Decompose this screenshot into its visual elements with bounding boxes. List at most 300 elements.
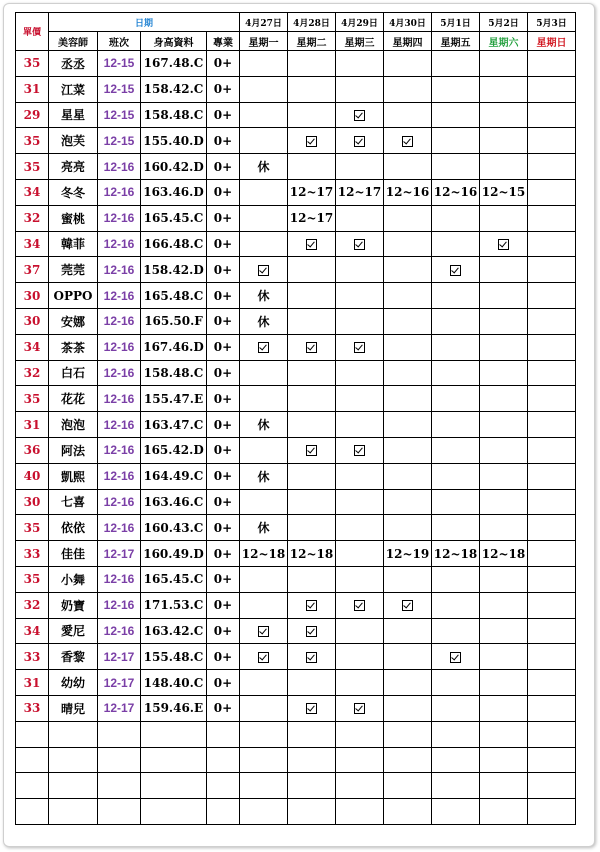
metrics-cell: 163.47.C bbox=[141, 412, 207, 438]
shift-cell: 12-16 bbox=[98, 386, 141, 412]
day-cell bbox=[480, 128, 528, 154]
day-cell bbox=[240, 128, 288, 154]
stylist-name-cell: 星星 bbox=[49, 102, 98, 128]
day-cell bbox=[384, 154, 432, 180]
price-cell: 30 bbox=[16, 308, 49, 334]
stylist-name-cell: 冬冬 bbox=[49, 179, 98, 205]
metrics-cell: 165.42.D bbox=[141, 437, 207, 463]
day-cell bbox=[288, 670, 336, 696]
day-cell bbox=[432, 102, 480, 128]
checkbox-checked-icon bbox=[354, 239, 365, 250]
day-cell: 12~18 bbox=[288, 541, 336, 567]
day-cell bbox=[288, 76, 336, 102]
metrics-cell: 166.48.C bbox=[141, 231, 207, 257]
checkbox-checked-icon bbox=[354, 600, 365, 611]
metrics-cell: 158.42.C bbox=[141, 76, 207, 102]
day-cell bbox=[528, 670, 576, 696]
empty-cell bbox=[384, 721, 432, 747]
service-cell: 0+ bbox=[207, 154, 240, 180]
stylist-name-cell: 七喜 bbox=[49, 489, 98, 515]
day-cell: 12~15 bbox=[480, 179, 528, 205]
schedule-table bbox=[15, 12, 576, 825]
day-cell bbox=[480, 592, 528, 618]
day-cell bbox=[240, 360, 288, 386]
empty-cell bbox=[288, 721, 336, 747]
checkbox-checked-icon bbox=[306, 652, 317, 663]
empty-cell bbox=[98, 747, 141, 773]
service-cell: 0+ bbox=[207, 102, 240, 128]
metrics-cell: 155.47.E bbox=[141, 386, 207, 412]
day-cell bbox=[480, 51, 528, 77]
table-row bbox=[16, 644, 576, 670]
day-cell bbox=[384, 257, 432, 283]
day-cell bbox=[480, 644, 528, 670]
stylist-name-cell: 幼幼 bbox=[49, 670, 98, 696]
empty-cell bbox=[528, 773, 576, 799]
date-header-cell: 4月27日 bbox=[240, 13, 288, 32]
day-cell bbox=[432, 412, 480, 438]
day-cell bbox=[480, 695, 528, 721]
service-cell: 0+ bbox=[207, 566, 240, 592]
price-cell: 34 bbox=[16, 334, 49, 360]
metrics-cell: 163.46.D bbox=[141, 179, 207, 205]
day-cell bbox=[384, 670, 432, 696]
day-cell bbox=[432, 128, 480, 154]
shift-cell: 12-16 bbox=[98, 179, 141, 205]
day-cell bbox=[384, 231, 432, 257]
table-row bbox=[16, 205, 576, 231]
day-cell bbox=[528, 592, 576, 618]
checkbox-checked-icon bbox=[306, 600, 317, 611]
shift-cell: 12-16 bbox=[98, 360, 141, 386]
day-cell bbox=[384, 205, 432, 231]
day-cell bbox=[336, 695, 384, 721]
day-cell bbox=[240, 179, 288, 205]
service-cell: 0+ bbox=[207, 257, 240, 283]
day-cell bbox=[432, 566, 480, 592]
empty-cell bbox=[98, 799, 141, 825]
day-cell: 12~16 bbox=[432, 179, 480, 205]
price-cell: 40 bbox=[16, 463, 49, 489]
weekday-header-sunday: 星期日 bbox=[528, 32, 576, 51]
day-cell bbox=[288, 437, 336, 463]
service-cell: 0+ bbox=[207, 670, 240, 696]
price-cell: 37 bbox=[16, 257, 49, 283]
metrics-cell: 167.48.C bbox=[141, 51, 207, 77]
day-cell bbox=[480, 437, 528, 463]
shift-cell: 12-16 bbox=[98, 257, 141, 283]
metrics-cell: 165.45.C bbox=[141, 205, 207, 231]
table-row bbox=[16, 463, 576, 489]
shift-cell: 12-16 bbox=[98, 515, 141, 541]
day-cell: 12~18 bbox=[480, 541, 528, 567]
table-row bbox=[16, 360, 576, 386]
day-cell bbox=[480, 463, 528, 489]
day-cell bbox=[336, 644, 384, 670]
day-cell bbox=[432, 489, 480, 515]
day-cell bbox=[288, 386, 336, 412]
metrics-cell: 163.46.C bbox=[141, 489, 207, 515]
empty-cell bbox=[432, 799, 480, 825]
empty-cell bbox=[240, 799, 288, 825]
empty-cell bbox=[16, 747, 49, 773]
checkbox-checked-icon bbox=[306, 626, 317, 637]
day-cell bbox=[336, 231, 384, 257]
day-cell bbox=[384, 618, 432, 644]
day-cell bbox=[432, 644, 480, 670]
service-cell: 0+ bbox=[207, 179, 240, 205]
day-cell: 12~16 bbox=[384, 179, 432, 205]
table-row bbox=[16, 334, 576, 360]
checkbox-checked-icon bbox=[306, 703, 317, 714]
day-cell bbox=[384, 566, 432, 592]
empty-cell bbox=[98, 721, 141, 747]
day-cell bbox=[384, 463, 432, 489]
shift-cell: 12-16 bbox=[98, 154, 141, 180]
day-cell bbox=[432, 154, 480, 180]
day-cell bbox=[336, 308, 384, 334]
empty-cell bbox=[207, 799, 240, 825]
day-cell bbox=[336, 102, 384, 128]
date-header-cell: 5月1日 bbox=[432, 13, 480, 32]
service-cell: 0+ bbox=[207, 205, 240, 231]
checkbox-checked-icon bbox=[306, 445, 317, 456]
stylist-name-cell: 阿法 bbox=[49, 437, 98, 463]
metrics-cell: 164.49.C bbox=[141, 463, 207, 489]
day-cell bbox=[528, 541, 576, 567]
empty-cell bbox=[98, 773, 141, 799]
day-cell bbox=[384, 308, 432, 334]
day-cell bbox=[480, 154, 528, 180]
metrics-cell: 165.45.C bbox=[141, 566, 207, 592]
table-row bbox=[16, 566, 576, 592]
weekday-header: 星期一 bbox=[240, 32, 288, 51]
day-cell bbox=[336, 51, 384, 77]
service-cell: 0+ bbox=[207, 437, 240, 463]
table-row bbox=[16, 179, 576, 205]
day-cell bbox=[432, 360, 480, 386]
checkbox-checked-icon bbox=[354, 136, 365, 147]
date-header-cell: 4月28日 bbox=[288, 13, 336, 32]
shift-cell: 12-16 bbox=[98, 205, 141, 231]
day-cell bbox=[288, 360, 336, 386]
day-cell bbox=[480, 283, 528, 309]
day-cell: 休 bbox=[240, 283, 288, 309]
empty-cell bbox=[336, 773, 384, 799]
shift-cell: 12-15 bbox=[98, 102, 141, 128]
price-cell: 32 bbox=[16, 205, 49, 231]
weekday-header: 星期三 bbox=[336, 32, 384, 51]
table-row bbox=[16, 489, 576, 515]
day-cell bbox=[384, 515, 432, 541]
metrics-cell: 163.42.C bbox=[141, 618, 207, 644]
day-cell bbox=[480, 334, 528, 360]
day-cell bbox=[480, 386, 528, 412]
table-row bbox=[16, 412, 576, 438]
day-cell bbox=[336, 154, 384, 180]
day-cell bbox=[480, 231, 528, 257]
stylist-name-cell: 白石 bbox=[49, 360, 98, 386]
table-row bbox=[16, 102, 576, 128]
table-row bbox=[16, 592, 576, 618]
shift-cell: 12-15 bbox=[98, 128, 141, 154]
day-cell bbox=[336, 412, 384, 438]
empty-row bbox=[16, 773, 576, 799]
stylist-name-cell: 丞丞 bbox=[49, 51, 98, 77]
metrics-cell: 160.42.D bbox=[141, 154, 207, 180]
day-cell bbox=[384, 592, 432, 618]
service-cell: 0+ bbox=[207, 695, 240, 721]
shift-cell: 12-16 bbox=[98, 334, 141, 360]
day-cell bbox=[480, 670, 528, 696]
empty-cell bbox=[336, 721, 384, 747]
day-cell bbox=[528, 308, 576, 334]
day-cell bbox=[288, 231, 336, 257]
day-cell bbox=[384, 283, 432, 309]
day-cell: 休 bbox=[240, 412, 288, 438]
stylist-name-cell: 泡泡 bbox=[49, 412, 98, 438]
metrics-cell: 171.53.C bbox=[141, 592, 207, 618]
day-cell bbox=[528, 515, 576, 541]
service-cell: 0+ bbox=[207, 128, 240, 154]
checkbox-checked-icon bbox=[354, 342, 365, 353]
date-header-cell: 4月29日 bbox=[336, 13, 384, 32]
day-cell bbox=[336, 515, 384, 541]
price-cell: 34 bbox=[16, 231, 49, 257]
day-cell bbox=[288, 644, 336, 670]
empty-cell bbox=[16, 721, 49, 747]
day-cell: 12~17 bbox=[288, 205, 336, 231]
empty-cell bbox=[288, 747, 336, 773]
price-cell: 35 bbox=[16, 154, 49, 180]
empty-cell bbox=[49, 773, 98, 799]
day-cell bbox=[336, 592, 384, 618]
stylist-name-cell: 安娜 bbox=[49, 308, 98, 334]
price-cell: 36 bbox=[16, 437, 49, 463]
empty-cell bbox=[528, 799, 576, 825]
empty-cell bbox=[432, 721, 480, 747]
checkbox-checked-icon bbox=[258, 265, 269, 276]
checkbox-checked-icon bbox=[450, 652, 461, 663]
day-cell: 休 bbox=[240, 463, 288, 489]
day-cell bbox=[384, 334, 432, 360]
day-cell bbox=[240, 592, 288, 618]
day-cell: 12~17 bbox=[336, 179, 384, 205]
empty-cell bbox=[480, 721, 528, 747]
day-cell bbox=[528, 463, 576, 489]
day-cell bbox=[336, 76, 384, 102]
day-cell bbox=[288, 515, 336, 541]
empty-cell bbox=[141, 799, 207, 825]
stylist-name-cell: 奶寶 bbox=[49, 592, 98, 618]
day-cell bbox=[240, 257, 288, 283]
day-cell bbox=[240, 231, 288, 257]
day-cell bbox=[240, 437, 288, 463]
table-row bbox=[16, 541, 576, 567]
weekday-header: 星期四 bbox=[384, 32, 432, 51]
table-row bbox=[16, 515, 576, 541]
price-cell: 31 bbox=[16, 76, 49, 102]
price-header: 單價 bbox=[16, 13, 49, 51]
day-cell bbox=[432, 670, 480, 696]
stylist-name-cell: 江菜 bbox=[49, 76, 98, 102]
day-cell bbox=[384, 102, 432, 128]
day-cell bbox=[528, 128, 576, 154]
empty-cell bbox=[432, 747, 480, 773]
day-cell bbox=[384, 489, 432, 515]
service-cell: 0+ bbox=[207, 644, 240, 670]
metrics-cell: 160.43.C bbox=[141, 515, 207, 541]
day-cell: 休 bbox=[240, 308, 288, 334]
checkbox-checked-icon bbox=[354, 703, 365, 714]
price-cell: 29 bbox=[16, 102, 49, 128]
table-row bbox=[16, 618, 576, 644]
checkbox-checked-icon bbox=[354, 110, 365, 121]
date-header-cell: 5月2日 bbox=[480, 13, 528, 32]
empty-cell bbox=[432, 773, 480, 799]
shift-header: 班次 bbox=[98, 32, 141, 51]
shift-cell: 12-17 bbox=[98, 644, 141, 670]
day-cell bbox=[384, 644, 432, 670]
stylist-name-cell: 花花 bbox=[49, 386, 98, 412]
day-cell bbox=[336, 283, 384, 309]
price-cell: 34 bbox=[16, 618, 49, 644]
checkbox-checked-icon bbox=[258, 342, 269, 353]
price-cell: 35 bbox=[16, 386, 49, 412]
day-cell bbox=[528, 489, 576, 515]
shift-cell: 12-17 bbox=[98, 670, 141, 696]
metrics-cell: 155.40.D bbox=[141, 128, 207, 154]
day-cell bbox=[528, 283, 576, 309]
shift-cell: 12-17 bbox=[98, 541, 141, 567]
day-cell bbox=[240, 695, 288, 721]
table-row bbox=[16, 386, 576, 412]
day-cell bbox=[240, 76, 288, 102]
table-row bbox=[16, 76, 576, 102]
empty-cell bbox=[240, 721, 288, 747]
weekday-header: 星期五 bbox=[432, 32, 480, 51]
day-cell bbox=[528, 412, 576, 438]
stylist-name-cell: 泡芙 bbox=[49, 128, 98, 154]
day-cell bbox=[432, 386, 480, 412]
checkbox-checked-icon bbox=[258, 652, 269, 663]
stylist-name-cell: 亮亮 bbox=[49, 154, 98, 180]
empty-cell bbox=[207, 721, 240, 747]
shift-cell: 12-16 bbox=[98, 412, 141, 438]
empty-row bbox=[16, 721, 576, 747]
day-cell bbox=[288, 695, 336, 721]
stylist-name-cell: 晴兒 bbox=[49, 695, 98, 721]
empty-cell bbox=[240, 747, 288, 773]
day-cell bbox=[528, 257, 576, 283]
day-cell bbox=[384, 76, 432, 102]
day-cell bbox=[480, 566, 528, 592]
date-header-cell: 5月3日 bbox=[528, 13, 576, 32]
day-cell: 12~19 bbox=[384, 541, 432, 567]
day-cell bbox=[240, 102, 288, 128]
service-cell: 0+ bbox=[207, 308, 240, 334]
day-cell bbox=[432, 334, 480, 360]
stylist-name-cell: 小舞 bbox=[49, 566, 98, 592]
day-cell bbox=[288, 592, 336, 618]
shift-cell: 12-15 bbox=[98, 76, 141, 102]
day-cell bbox=[384, 437, 432, 463]
day-cell bbox=[432, 592, 480, 618]
header-row-labels bbox=[16, 32, 576, 51]
day-cell: 12~18 bbox=[240, 541, 288, 567]
empty-cell bbox=[16, 799, 49, 825]
day-cell bbox=[432, 205, 480, 231]
shift-cell: 12-16 bbox=[98, 283, 141, 309]
day-cell bbox=[528, 360, 576, 386]
service-cell: 0+ bbox=[207, 51, 240, 77]
metrics-cell: 159.46.E bbox=[141, 695, 207, 721]
empty-cell bbox=[141, 721, 207, 747]
date-header: 日期 bbox=[49, 13, 240, 32]
empty-cell bbox=[288, 799, 336, 825]
day-cell bbox=[240, 205, 288, 231]
shift-cell: 12-16 bbox=[98, 566, 141, 592]
day-cell bbox=[384, 128, 432, 154]
day-cell bbox=[288, 128, 336, 154]
stylist-name-cell: 莞莞 bbox=[49, 257, 98, 283]
day-cell bbox=[432, 257, 480, 283]
service-cell: 0+ bbox=[207, 334, 240, 360]
shift-cell: 12-16 bbox=[98, 437, 141, 463]
day-cell bbox=[528, 154, 576, 180]
date-header-cell: 4月30日 bbox=[384, 13, 432, 32]
day-cell bbox=[336, 334, 384, 360]
day-cell bbox=[288, 257, 336, 283]
metrics-cell: 158.48.C bbox=[141, 360, 207, 386]
metrics-cell: 167.46.D bbox=[141, 334, 207, 360]
metrics-cell: 165.50.F bbox=[141, 308, 207, 334]
stylist-name-cell: 茶茶 bbox=[49, 334, 98, 360]
empty-cell bbox=[288, 773, 336, 799]
metrics-cell: 158.48.C bbox=[141, 102, 207, 128]
shift-cell: 12-17 bbox=[98, 695, 141, 721]
empty-cell bbox=[240, 773, 288, 799]
day-cell bbox=[528, 695, 576, 721]
table-row bbox=[16, 283, 576, 309]
day-cell: 12~17 bbox=[288, 179, 336, 205]
price-cell: 35 bbox=[16, 128, 49, 154]
service-cell: 0+ bbox=[207, 360, 240, 386]
header-row-dates bbox=[16, 13, 576, 32]
empty-cell bbox=[141, 773, 207, 799]
day-cell bbox=[384, 360, 432, 386]
day-cell bbox=[528, 231, 576, 257]
service-cell: 0+ bbox=[207, 283, 240, 309]
table-row bbox=[16, 437, 576, 463]
empty-row bbox=[16, 799, 576, 825]
shift-cell: 12-15 bbox=[98, 51, 141, 77]
table-row bbox=[16, 670, 576, 696]
day-cell: 12~18 bbox=[432, 541, 480, 567]
stylist-name-cell: 愛尼 bbox=[49, 618, 98, 644]
day-cell bbox=[240, 644, 288, 670]
day-cell bbox=[432, 695, 480, 721]
price-cell: 30 bbox=[16, 489, 49, 515]
day-cell bbox=[480, 360, 528, 386]
day-cell bbox=[528, 102, 576, 128]
empty-cell bbox=[49, 747, 98, 773]
day-cell bbox=[240, 51, 288, 77]
day-cell bbox=[432, 618, 480, 644]
stylist-name-cell: 依依 bbox=[49, 515, 98, 541]
day-cell bbox=[336, 541, 384, 567]
price-cell: 32 bbox=[16, 592, 49, 618]
